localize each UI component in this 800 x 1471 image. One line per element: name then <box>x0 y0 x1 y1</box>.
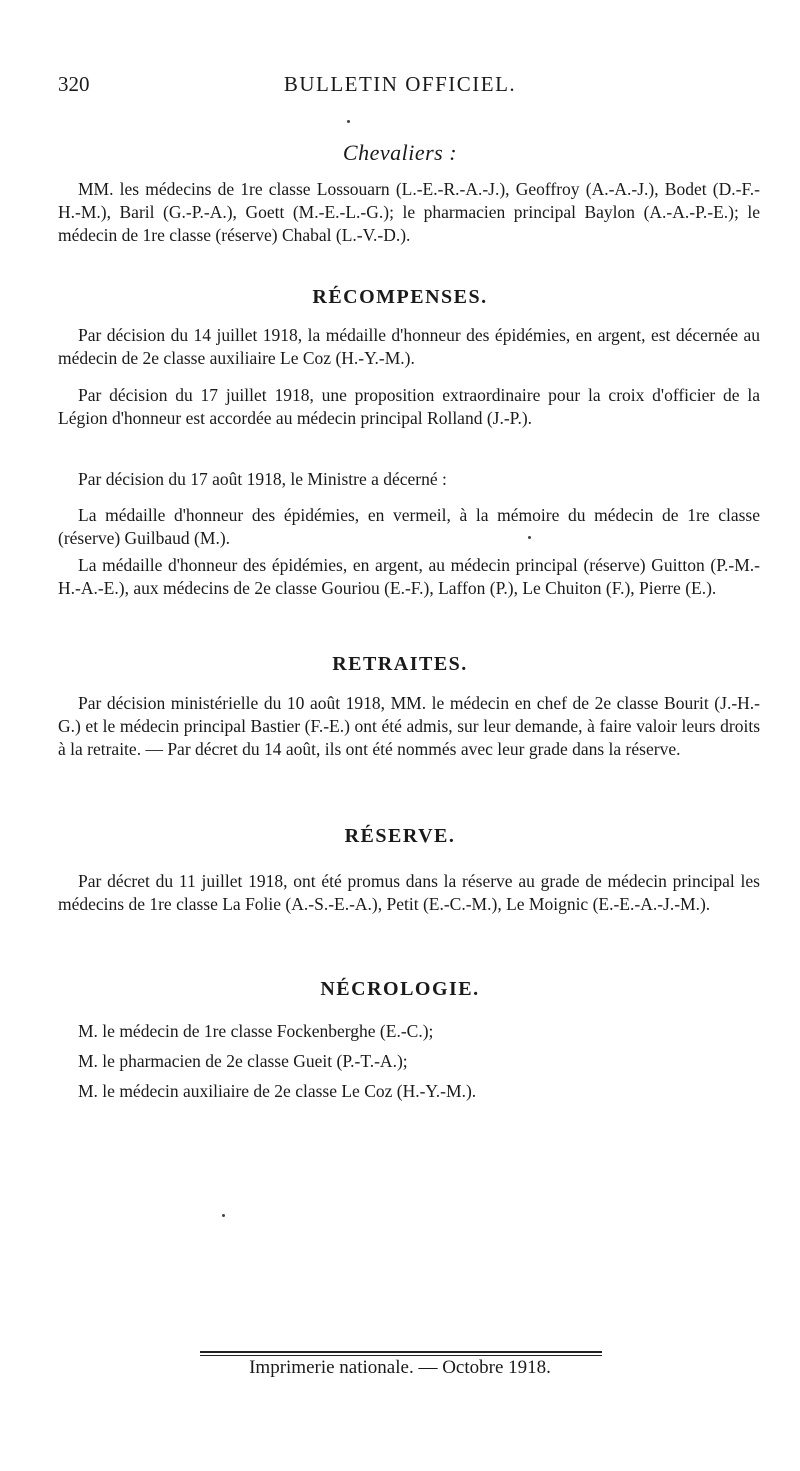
footer-rule-thin <box>200 1355 602 1356</box>
recompenses-paragraph-4: La médaille d'honneur des épidémies, en vermeil, à la mémoire du médecin de 1re classe (réserve) Guilbaud (M.). <box>58 505 760 548</box>
page-number: 320 <box>58 72 90 96</box>
decorative-dot <box>222 1214 225 1217</box>
imprint: Imprimerie nationale. — Octobre 1918. <box>249 1357 551 1378</box>
chevaliers-paragraph: MM. les médecins de 1re classe Lossouarn (L.-E.-R.-A.-J.), Geoffroy (A.-A.-J.), Bodet (D.-F.-H.-M.), Baril (G.-P.-A.), Goett (M.-E.-L.-G.); le pharmacien principal Baylon (A.-A.-P.-E.); le médecin de 1re classe (réserve) Chabal (L.-V.-D.). <box>58 179 760 245</box>
retraites-paragraph: Par décision ministérielle du 10 août 1918, MM. le médecin en chef de 2e classe Bourit (J.-H.-G.) et le médecin principal Bastier (F.-E.) ont été admis, sur leur demande, à faire valoir leurs droits à la retraite. — Par décret du 14 août, ils ont été nommés avec leur grade dans la réserve. <box>58 693 760 759</box>
decorative-dot <box>347 120 350 123</box>
recompenses-title: RÉCOMPENSES. <box>312 286 488 308</box>
necrologie-item-1: M. le médecin de 1re classe Fockenberghe (E.-C.); <box>78 1021 434 1041</box>
decorative-dot <box>528 536 531 539</box>
running-head: BULLETIN OFFICIEL. <box>283 72 517 96</box>
reserve-paragraph: Par décret du 11 juillet 1918, ont été promus dans la réserve au grade de médecin principal les médecins de 1re classe La Folie (A.-S.-E.-A.), Petit (E.-C.-M.), Le Moignic (E.-E.-A.-J.-M.). <box>58 871 760 914</box>
necrologie-item-2: M. le pharmacien de 2e classe Gueit (P.-T.-A.); <box>78 1051 408 1071</box>
retraites-title: RETRAITES. <box>332 653 468 675</box>
footer-rule-thick <box>200 1351 602 1353</box>
recompenses-paragraph-1: Par décision du 14 juillet 1918, la médaille d'honneur des épidémies, en argent, est décernée au médecin de 2e classe auxiliaire Le Coz (H.-Y.-M.). <box>58 325 760 368</box>
reserve-title: RÉSERVE. <box>344 825 456 847</box>
necrologie-title: NÉCROLOGIE. <box>320 978 480 1000</box>
recompenses-paragraph-5: La médaille d'honneur des épidémies, en argent, au médecin principal (réserve) Guitton (P.-M.-H.-A.-E.), aux médecins de 2e classe Gouriou (E.-F.), Laffon (P.), Le Chuiton (F.), Pierre (E.). <box>58 555 760 598</box>
recompenses-paragraph-2: Par décision du 17 juillet 1918, une proposition extraordinaire pour la croix d'officier de la Légion d'honneur est accordée au médecin principal Rolland (J.-P.). <box>58 385 760 428</box>
necrologie-item-3: M. le médecin auxiliaire de 2e classe Le Coz (H.-Y.-M.). <box>78 1081 477 1101</box>
recompenses-paragraph-3: Par décision du 17 août 1918, le Ministre a décerné : <box>78 469 447 489</box>
chevaliers-title: Chevaliers : <box>342 140 458 165</box>
